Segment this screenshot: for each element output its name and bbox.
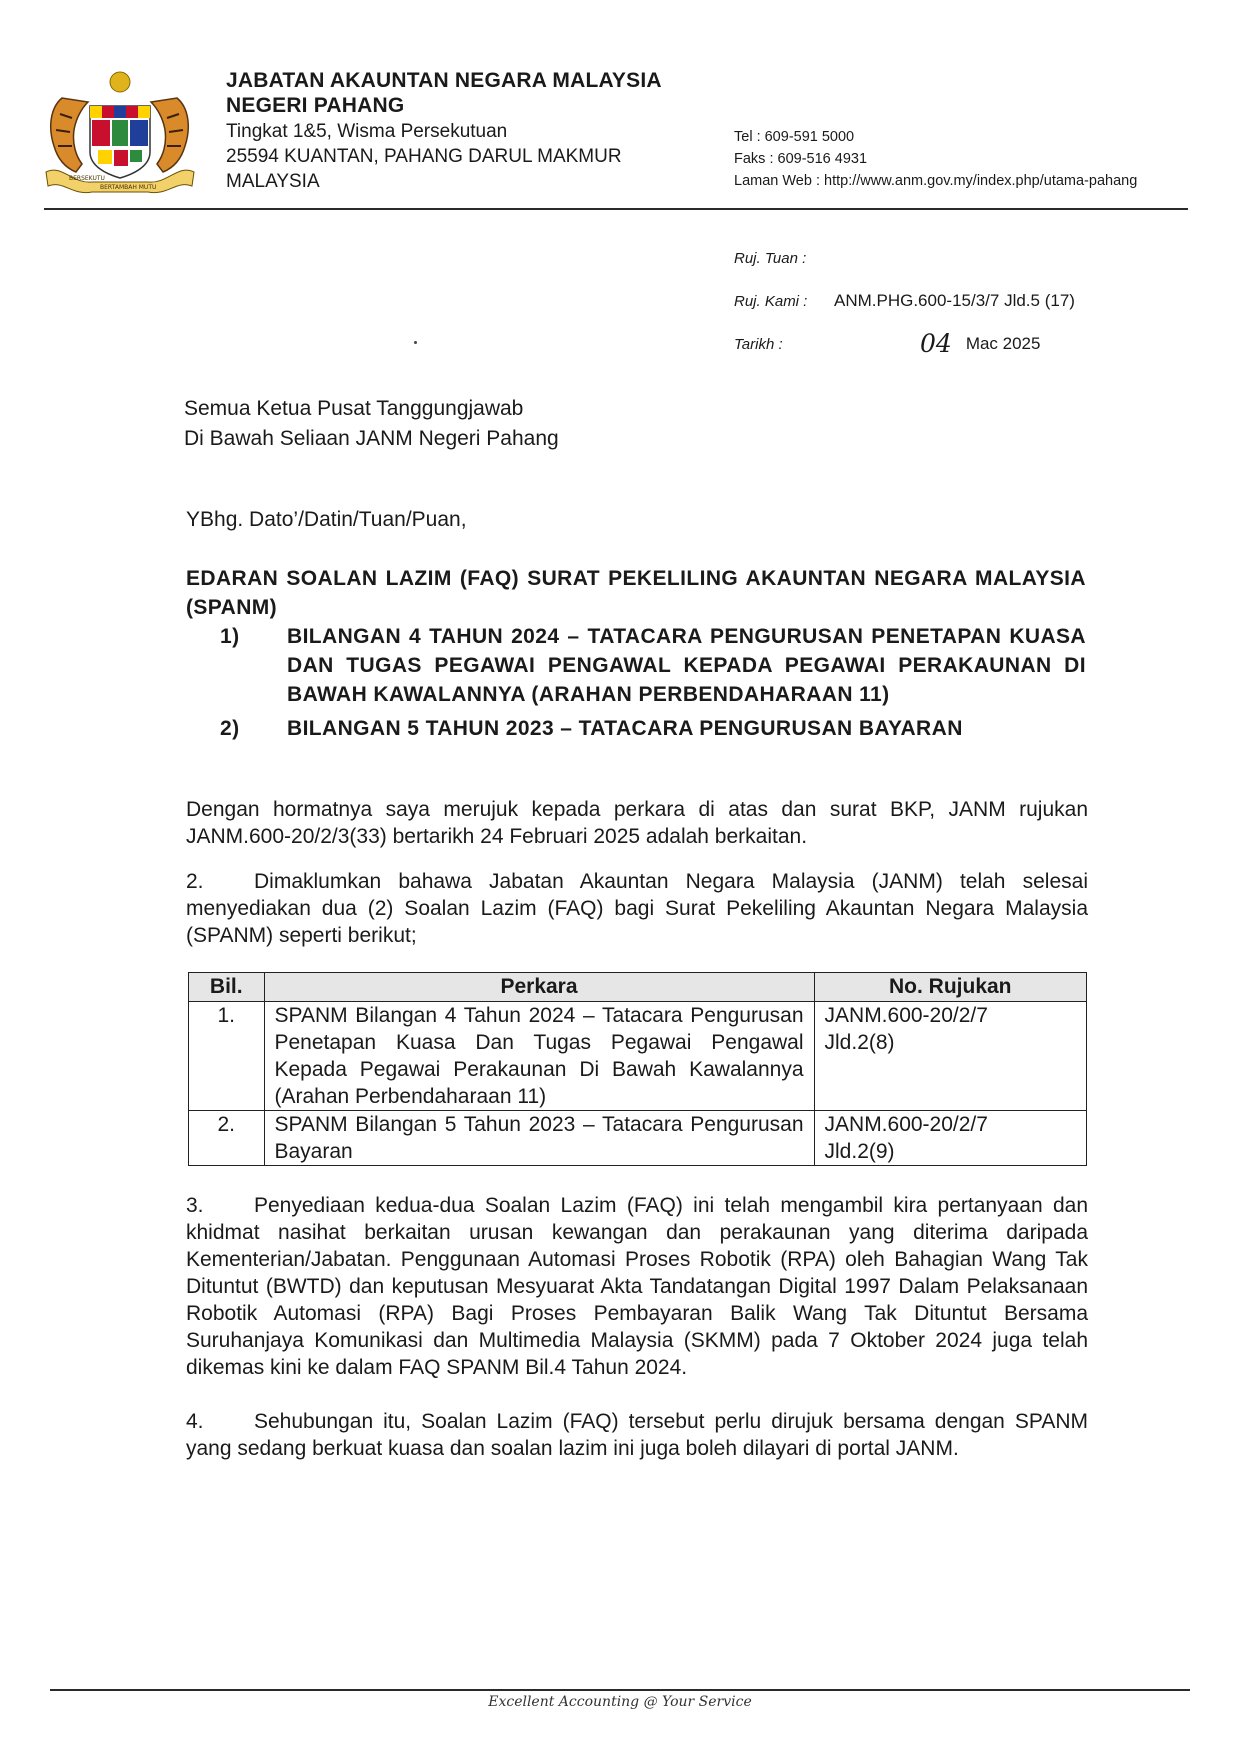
website: Laman Web : http://www.anm.gov.my/index.php/utama-pahang — [734, 173, 1138, 189]
subject-item — [220, 622, 1086, 709]
paragraph-number: 2. — [186, 870, 204, 893]
rujukan-line: JANM.600-20/2/7 — [824, 1004, 988, 1027]
fax: Faks : 609-516 4931 — [734, 151, 868, 167]
paragraph-3 — [186, 1192, 1088, 1381]
subject-item-text: BILANGAN 5 TAHUN 2023 – TATACARA PENGURUSAN BAYARAN — [287, 717, 963, 740]
paragraph-text: Sehubungan itu, Soalan Lazim (FAQ) tersebut perlu dirujuk bersama dengan SPANM yang sedang berkuat kuasa dan soalan lazim ini juga boleh dilayari di portal JANM. — [186, 1410, 1088, 1460]
cell-perkara: SPANM Bilangan 4 Tahun 2024 – Tatacara Pengurusan Penetapan Kuasa Dan Tugas Pegawai Pengawal Kepada Pegawai Perakaunan Di Bawah Kawalannya (Arahan Perbendaharaan 11) — [264, 1002, 814, 1111]
organization-name — [226, 68, 662, 118]
contact-info — [734, 126, 1137, 192]
footer-tagline: Excellent Accounting @ Your Service — [488, 1694, 752, 1710]
ruj-tuan-label: Ruj. Tuan : — [734, 250, 807, 267]
header-divider — [44, 208, 1188, 210]
table-row — [189, 1002, 1087, 1111]
recipient-line: Di Bawah Seliaan JANM Negeri Pahang — [184, 427, 559, 450]
paragraph-4 — [186, 1408, 1088, 1462]
handwritten-date-day: 04 — [920, 329, 952, 358]
org-line-2: NEGERI PAHANG — [226, 94, 405, 117]
address-line: Tingkat 1&5, Wisma Persekutuan — [226, 121, 508, 142]
rujukan-line: Jld.2(8) — [824, 1031, 895, 1054]
spanm-table — [188, 972, 1087, 1166]
address-line: 25594 KUANTAN, PAHANG DARUL MAKMUR — [226, 146, 622, 167]
ruj-kami-label: Ruj. Kami : — [734, 293, 808, 310]
footer-divider — [50, 1689, 1190, 1691]
salutation: YBhg. Dato’/Datin/Tuan/Puan, — [186, 508, 467, 531]
table-row — [189, 1111, 1087, 1166]
recipient — [184, 394, 559, 454]
paragraph-2 — [186, 868, 1088, 949]
org-line-1: JABATAN AKAUNTAN NEGARA MALAYSIA — [226, 69, 662, 92]
organization-address — [226, 119, 622, 194]
cell-bil: 1. — [189, 1002, 265, 1111]
subject-item — [220, 714, 1086, 743]
header-perkara: Perkara — [264, 973, 814, 1002]
svg-text:BERSEKUTU: BERSEKUTU — [69, 175, 105, 182]
cell-rujukan — [814, 1111, 1086, 1166]
subject-item-text: BILANGAN 4 TAHUN 2024 – TATACARA PENGURUSAN PENETAPAN KUASA DAN TUGAS PEGAWAI PENGAWAL KEPADA PEGAWAI PERAKAUNAN DI BAWAH KAWALANNYA (ARAHAN PERBENDAHARAAN 11) — [287, 625, 1086, 706]
tarikh-label: Tarikh : — [734, 336, 783, 353]
rujukan-line: JANM.600-20/2/7 — [824, 1113, 988, 1136]
table-header-row — [189, 973, 1087, 1002]
tarikh-month-year: Mac 2025 — [965, 334, 1041, 353]
malaysia-coat-of-arms-icon — [42, 68, 197, 198]
ruj-kami-value: ANM.PHG.600-15/3/7 Jld.5 (17) — [834, 291, 1075, 310]
ruj-tuan-row — [734, 238, 1075, 280]
recipient-line: Semua Ketua Pusat Tanggungjawab — [184, 397, 524, 420]
header-bil: Bil. — [189, 973, 265, 1002]
subject-item-number: 1) — [220, 625, 240, 648]
cell-perkara: SPANM Bilangan 5 Tahun 2023 – Tatacara Pengurusan Bayaran — [264, 1111, 814, 1166]
subject-list — [186, 622, 1086, 743]
subject-title: EDARAN SOALAN LAZIM (FAQ) SURAT PEKELILING AKAUNTAN NEGARA MALAYSIA (SPANM) — [186, 567, 1086, 619]
paragraph-1: Dengan hormatnya saya merujuk kepada perkara di atas dan surat BKP, JANM rujukan JANM.600-20/2/3(33) bertarikh 24 Februari 2025 adalah berkaitan. — [186, 798, 1088, 848]
subject-item-number: 2) — [220, 717, 240, 740]
cell-bil: 2. — [189, 1111, 265, 1166]
subject-heading — [186, 564, 1086, 743]
scan-speck — [414, 341, 417, 344]
paragraph-text: Penyediaan kedua-dua Soalan Lazim (FAQ) ini telah mengambil kira pertanyaan dan khidmat nasihat berkaitan urusan kewangan dan perakaunan yang diterima daripada Kementerian/Jabatan. Penggunaan Automasi Proses Robotik (RPA) oleh Bahagian Wang Tak Dituntut (BWTD) dan keputusan Mesyuarat Akta Tandatangan Digital 1997 Dalam Pelaksanaan Robotik Automasi (RPA) Bagi Proses Pembayaran Balik Wang Tak Dituntut Bersama Suruhanjaya Komunikasi dan Multimedia Malaysia (SKMM) pada 7 Oktober 2024 juga telah dikemas kini ke dalam FAQ SPANM Bil.4 Tahun 2024. — [186, 1194, 1088, 1379]
paragraph-text: Dimaklumkan bahawa Jabatan Akauntan Negara Malaysia (JANM) telah selesai menyediakan dua (2) Soalan Lazim (FAQ) bagi Surat Pekeliling Akauntan Negara Malaysia (SPANM) seperti berikut; — [186, 870, 1088, 947]
paragraph-number: 4. — [186, 1410, 204, 1433]
rujukan-line: Jld.2(9) — [824, 1140, 895, 1163]
cell-rujukan — [814, 1002, 1086, 1111]
reference-block — [734, 238, 1075, 366]
paragraph-number: 3. — [186, 1194, 204, 1217]
header-no-rujukan: No. Rujukan — [814, 973, 1086, 1002]
ruj-kami-row — [734, 280, 1075, 323]
telephone: Tel : 609-591 5000 — [734, 129, 855, 145]
tarikh-row — [734, 323, 1075, 366]
svg-text:BERTAMBAH MUTU: BERTAMBAH MUTU — [100, 184, 157, 191]
address-line: MALAYSIA — [226, 171, 320, 192]
